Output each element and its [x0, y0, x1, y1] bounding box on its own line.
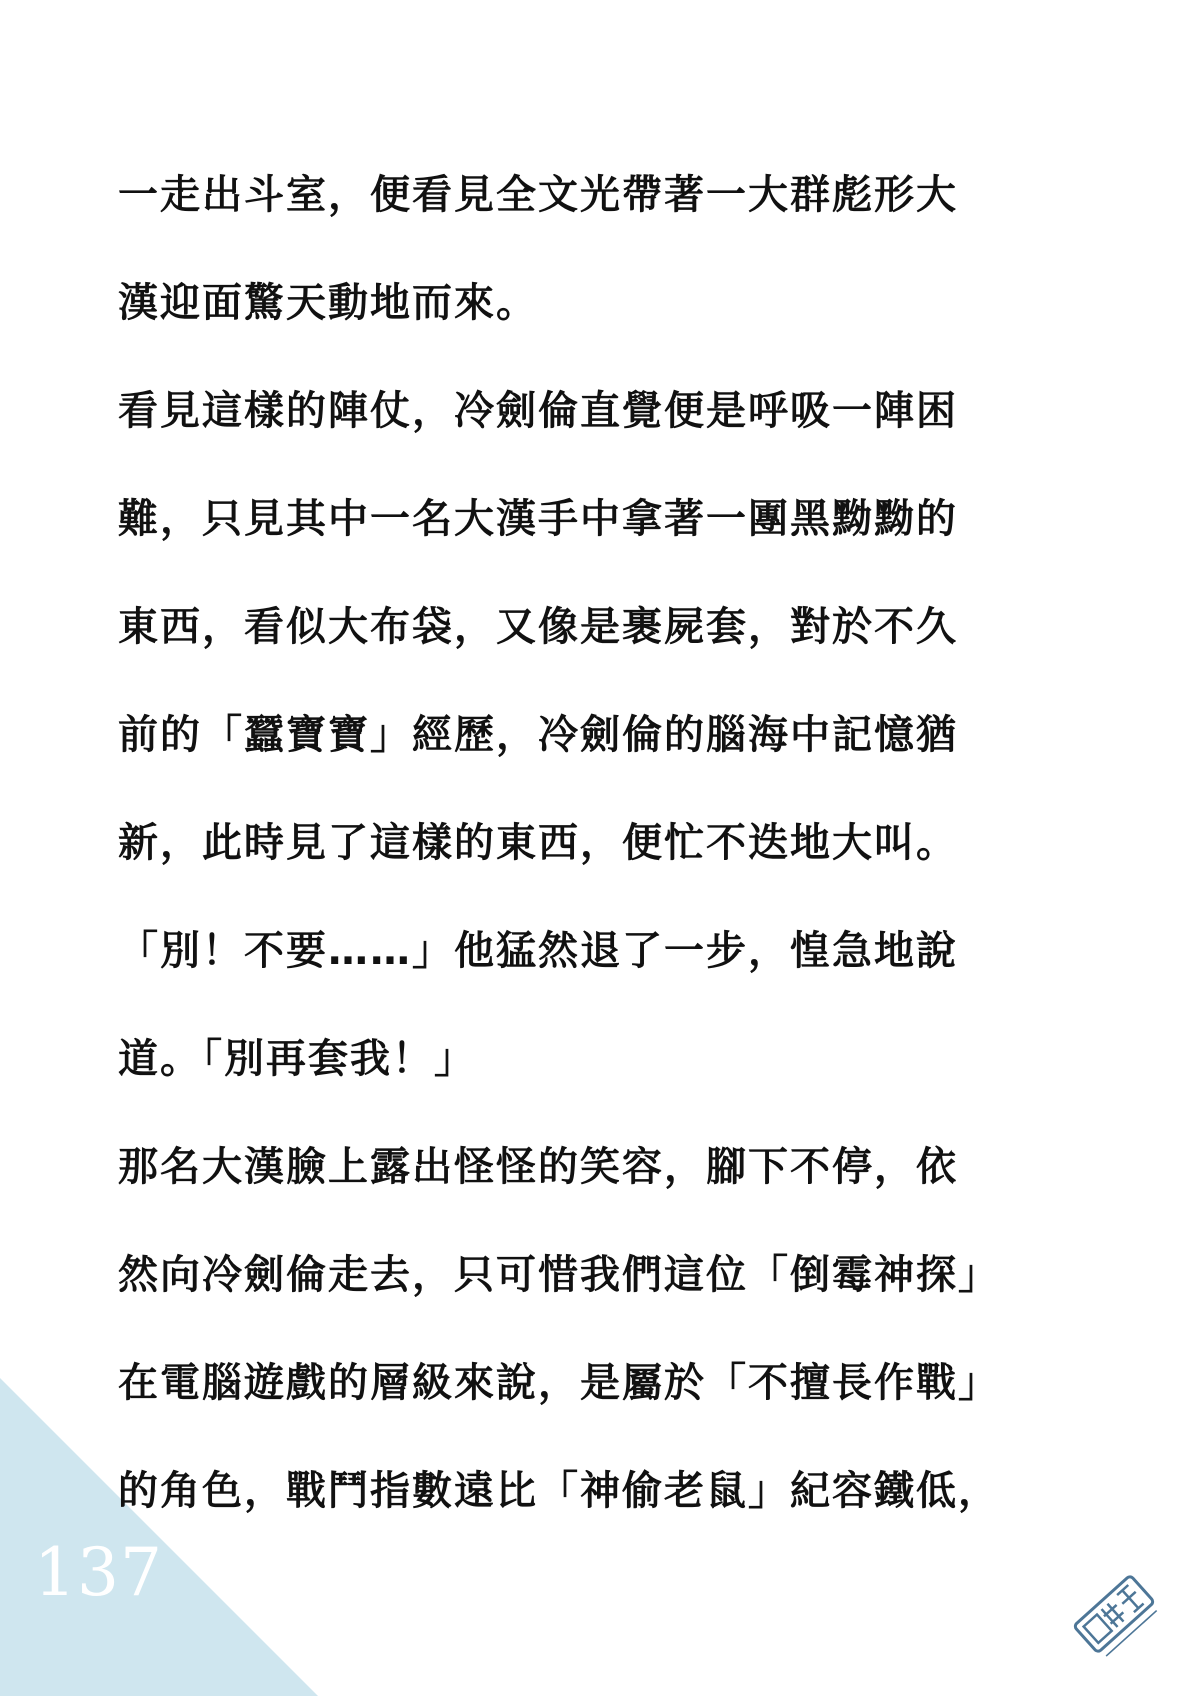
watermark-logo: [1050, 1550, 1178, 1678]
text-line: 看見這樣的陣仗，冷劍倫直覺便是呼吸一陣困: [118, 388, 958, 434]
text-line: 前的「蠶寶寶」經歷，冷劍倫的腦海中記憶猶: [118, 712, 958, 758]
body-text: [118, 168, 1100, 1518]
text-line: 然向冷劍倫走去，只可惜我們這位「倒霉神探」: [118, 1252, 1000, 1298]
text-line: 「別！不要……」他猛然退了一步，惶急地說: [118, 928, 958, 974]
text-line: 道。「別再套我！」: [118, 1036, 476, 1082]
text-line: 新，此時見了這樣的東西，便忙不迭地大叫。: [118, 820, 958, 866]
text-line: 漢迎面驚天動地而來。: [118, 280, 538, 326]
text-line: 難，只見其中一名大漢手中拿著一團黑黝黝的: [118, 496, 958, 542]
text-line: 的角色，戰鬥指數遠比「神偷老鼠」紀容鐵低，: [118, 1468, 1000, 1514]
text-line: 那名大漢臉上露出怪怪的笑容，腳下不停，依: [118, 1144, 958, 1190]
page-number: 137: [34, 1534, 163, 1611]
text-line: 東西，看似大布袋，又像是裹屍套，對於不久: [118, 604, 958, 650]
text-line: 一走出斗室，便看見全文光帶著一大群彪形大: [118, 172, 958, 218]
text-line: 在電腦遊戲的層級來說，是屬於「不擅長作戰」: [118, 1360, 1000, 1406]
